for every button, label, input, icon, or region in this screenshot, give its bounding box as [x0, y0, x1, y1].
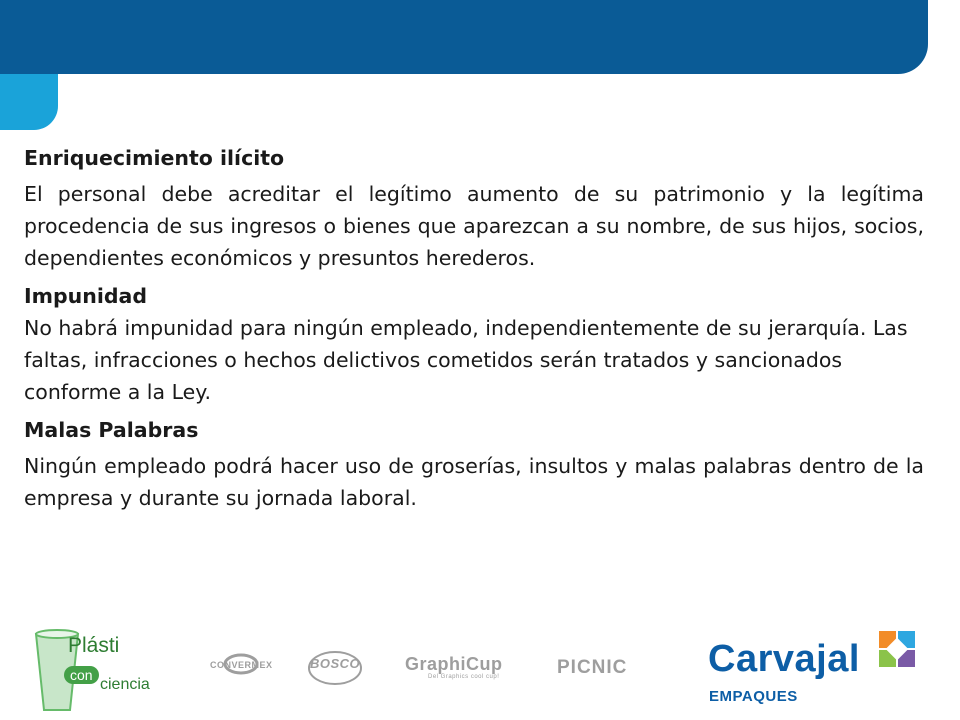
convermex-logo: CONVERMEX: [210, 660, 273, 670]
convermex-emblem-icon: [216, 650, 266, 694]
bosco-logo: BOSCO: [310, 656, 361, 671]
section-heading-impunidad: Impunidad: [24, 284, 148, 308]
plasti-ciencia-word: ciencia: [100, 676, 150, 693]
plasti-word: Plásti: [68, 634, 120, 657]
header-bar: [0, 0, 928, 74]
section-heading-malas-palabras: Malas Palabras: [24, 418, 199, 442]
carvajal-empaques: EMPAQUES: [709, 688, 798, 705]
graphicup-tagline: Del Graphics cool cup!: [428, 674, 500, 680]
section-body-impunidad: No habrá impunidad para ningún empleado, independientemente de su jerarquía. Las faltas, infracciones o hechos delictivos cometidos serán tratados y sancionados conforme a la Ley.: [24, 316, 908, 404]
slide-content: [24, 142, 924, 520]
section-body-enriquecimiento: El personal debe acreditar el legítimo aumento de su patrimonio y la legítima procedencia de sus ingresos o bienes que aparezcan a su nombre, de sus hijos, socios, dependientes económicos y presuntos herederos.: [24, 182, 924, 270]
graphicup-logo: GraphiCup: [405, 654, 503, 674]
carvajal-logo: Carvajal: [708, 638, 860, 680]
carvajal-emblem-icon: [877, 629, 917, 669]
plasti-con-badge: con: [64, 666, 99, 684]
picnic-logo: PICNIC: [557, 657, 628, 678]
logo-strip: [0, 612, 960, 720]
plasticonciencia-logo: [32, 626, 172, 716]
section-body-malas-palabras: Ningún empleado podrá hacer uso de groserías, insultos y malas palabras dentro de la empresa y durante su jornada laboral.: [24, 454, 924, 510]
header-accent: [0, 74, 58, 130]
section-heading-enriquecimiento: Enriquecimiento ilícito: [24, 146, 285, 170]
